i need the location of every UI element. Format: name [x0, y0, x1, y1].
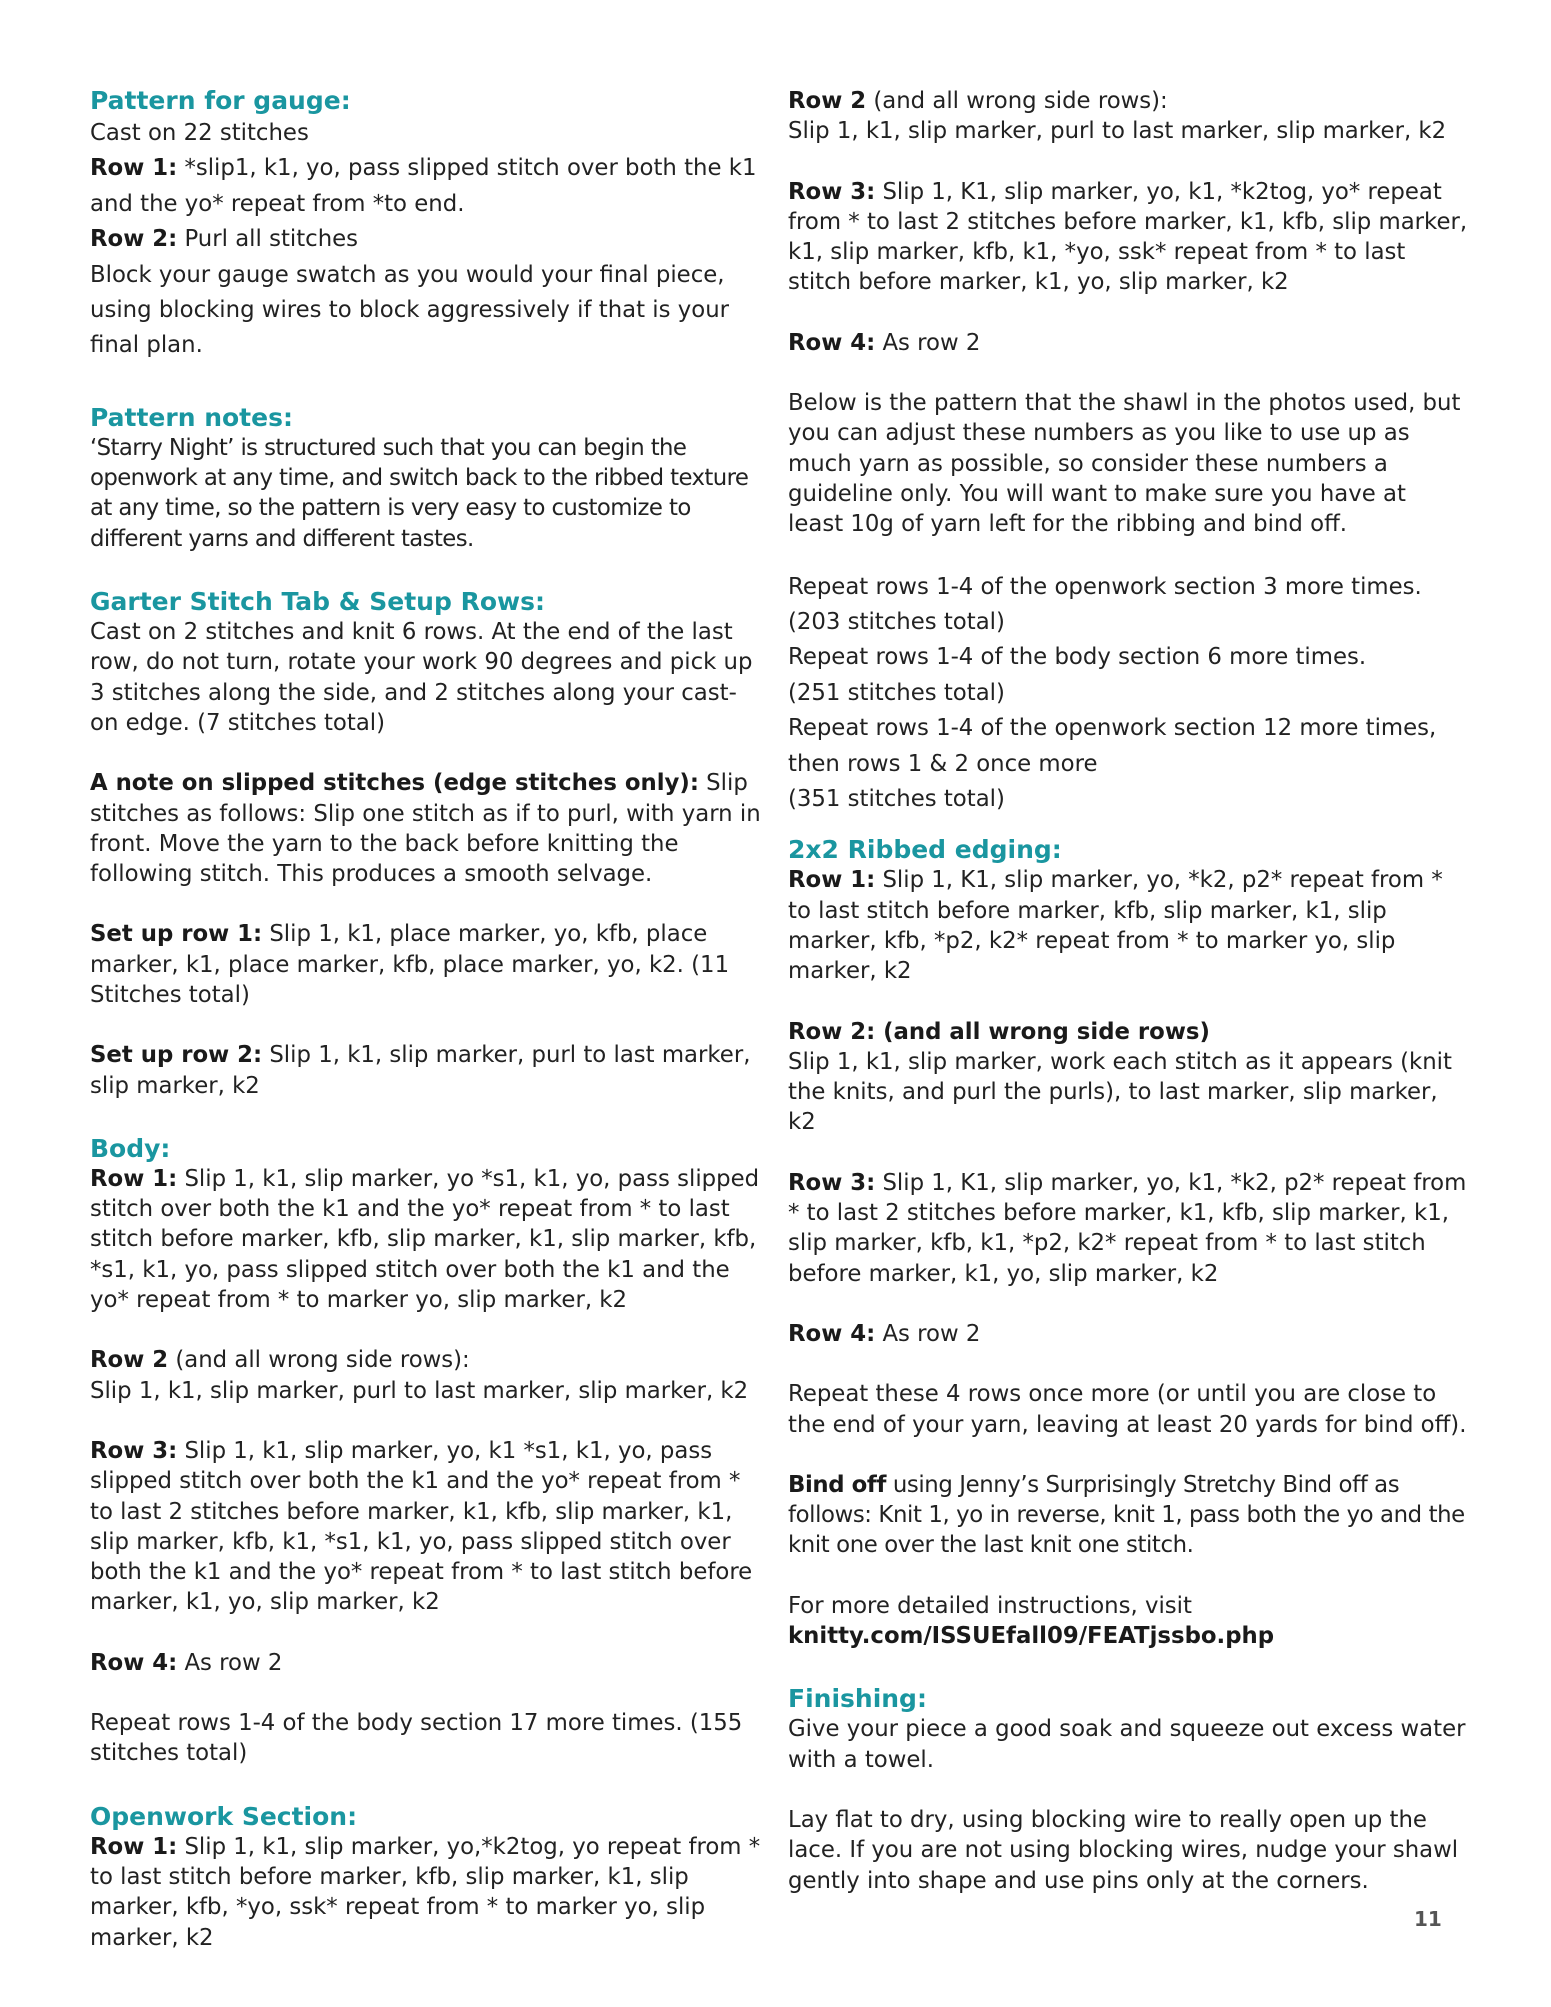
body-row-2 [90, 1345, 762, 1375]
ribbed-row-3-label: Row 3: [788, 1169, 876, 1196]
setup-row-2 [90, 1040, 762, 1101]
body-row-2-detail: Slip 1, k1, slip marker, purl to last marker, slip marker, k2 [90, 1377, 749, 1404]
slipped-stitches-label: A note on slipped stitches (edge stitches only): [90, 770, 699, 797]
bind-off-link[interactable]: knitty.com/ISSUEfall09/FEATjssbo.php [788, 1623, 1275, 1650]
bind-off-label: Bind off [788, 1471, 886, 1498]
body-row-3 [90, 1436, 762, 1618]
body-row-1-label: Row 1: [90, 1165, 178, 1192]
heading-finishing: Finishing: [788, 1684, 927, 1714]
openwork-row-4-label: Row 4: [788, 329, 876, 356]
gauge-row-2 [90, 222, 762, 257]
garter-text: Cast on 2 stitches and knit 6 rows. At the end of the last row, do not turn, rotate your work 90 degrees and pick up 3 stitches along the side, and 2 stitches along your cast-on edge. (7 stitches total) [90, 619, 753, 736]
ribbed-row-1 [788, 865, 1468, 986]
openwork-row-3 [788, 177, 1468, 298]
right-column [788, 86, 1468, 1896]
body-row-4 [90, 1648, 762, 1678]
pattern-guideline-text: Below is the pattern that the shawl in the photos used, but you can adjust these numbers as you like to use up as much yarn as possible, so consider these numbers a guideline only. You will want to make sure you have at least 10g of yarn left for the ribbing and bind off. [788, 390, 1461, 538]
repeat-line: (203 stitches total) [788, 608, 1005, 635]
openwork-row-2 [788, 86, 1468, 116]
repeat-line: Repeat rows 1-4 of the openwork section 3 more times. [788, 573, 1422, 600]
openwork-row-1-text: Slip 1, k1, slip marker, yo,*k2tog, yo repeat from * to last stitch before marker, kfb, slip marker, k1, slip marker, kfb, *yo, ssk* repeat from * to marker yo, slip marker, k2 [90, 1833, 761, 1951]
heading-pattern-for-gauge: Pattern for gauge: [90, 86, 351, 115]
gauge-row-2-label: Row 2: [90, 226, 178, 253]
ribbed-row-2-label: Row 2: (and all wrong side rows) [788, 1018, 1210, 1045]
body-row-4-text: As row 2 [177, 1649, 283, 1676]
body-row-2-text: (and all wrong side rows): [168, 1347, 470, 1374]
heading-pattern-notes: Pattern notes: [90, 402, 293, 432]
setup-row-1 [90, 919, 762, 1010]
slipped-stitches-text: Slip stitches as follows: Slip one stitch as if to purl, with yarn in front. Move the yarn to the back before knitting the following stitch. This produces a smooth selvage. [90, 770, 761, 888]
openwork-row-3-text: Slip 1, K1, slip marker, yo, k1, *k2tog, yo* repeat from * to last 2 stitches before marker, k1, kfb, slip marker, k1, slip marker, kfb, k1, *yo, ssk* repeat from * to last stitch before marker, k1, yo, slip marker, k2 [788, 178, 1468, 296]
heading-ribbed-edging: 2x2 Ribbed edging: [788, 835, 1062, 865]
gauge-row-2-text: Purl all stitches [177, 226, 359, 253]
repeat-line: Repeat rows 1-4 of the body section 6 more times. [788, 644, 1367, 671]
ribbed-row-3 [788, 1168, 1468, 1289]
ribbed-row-2 [788, 1017, 1468, 1047]
repeat-list [788, 570, 1468, 818]
setup-row-1-text: Slip 1, k1, place marker, yo, kfb, place marker, k1, place marker, kfb, place marker, yo, k2. (11 Stitches total) [90, 921, 730, 1008]
repeat-line: (251 stitches total) [788, 679, 1005, 706]
body-repeat: Repeat rows 1-4 of the body section 17 more times. (155 stitches total) [90, 1710, 743, 1767]
setup-row-2-label: Set up row 2: [90, 1042, 263, 1069]
gauge-row-1-label: Row 1: [90, 155, 178, 182]
body-row-3-text: Slip 1, k1, slip marker, yo, k1 *s1, k1, yo, pass slipped stitch over both the k1 and the yo* repeat from * to last 2 stitches before marker, k1, kfb, slip marker, k1, slip marker, kfb, k1, *s1, k1, yo, pass slipped stitch over both the k1 and the yo* repeat from * to last stitch before marker, k1, yo, slip marker, k2 [90, 1437, 753, 1616]
pattern-notes-text: ‘Starry Night’ is structured such that you can begin the openwork at any time, and switch back to the ribbed texture at any time, so the pattern is very easy to customize to different yarns and different tastes. [90, 434, 749, 552]
bind-off-text: using Jenny’s Surprisingly Stretchy Bind off as follows: Knit 1, yo in reverse, knit 1, pass both the yo and the knit one over the last knit one stitch. [788, 1471, 1465, 1559]
body-row-4-label: Row 4: [90, 1649, 178, 1676]
openwork-row-3-label: Row 3: [788, 178, 876, 205]
ribbed-row-3-text: Slip 1, K1, slip marker, yo, k1, *k2, p2* repeat from * to last 2 stitches before marker, k1, kfb, slip marker, k1, slip marker, kfb, k1, *p2, k2* repeat from * to last stitch before marker, k1, yo, slip marker, k2 [788, 1169, 1467, 1287]
ribbed-row-4-label: Row 4: [788, 1320, 876, 1347]
openwork-row-1 [90, 1832, 762, 1953]
gauge-row-1 [90, 151, 762, 222]
openwork-row-2-detail: Slip 1, k1, slip marker, purl to last marker, slip marker, k2 [788, 118, 1447, 145]
ribbed-repeat: Repeat these 4 rows once more (or until you are close to the end of your yarn, leaving at least 20 yards for bind off). [788, 1381, 1467, 1438]
ribbed-row-4-text: As row 2 [875, 1320, 981, 1347]
repeat-line: Repeat rows 1-4 of the openwork section 12 more times, then rows 1 & 2 once more [788, 715, 1437, 777]
heading-garter-stitch-tab: Garter Stitch Tab & Setup Rows: [90, 587, 545, 617]
heading-openwork-section: Openwork Section: [90, 1801, 358, 1831]
more-instructions: For more detailed instructions, visit [788, 1592, 1192, 1619]
repeat-line: (351 stitches total) [788, 786, 1005, 812]
body-row-3-label: Row 3: [90, 1437, 178, 1464]
gauge-cast-on: Cast on 22 stitches [90, 120, 309, 146]
openwork-row-4-text: As row 2 [875, 329, 981, 356]
slipped-stitches-note [90, 768, 762, 889]
ribbed-row-1-text: Slip 1, K1, slip marker, yo, *k2, p2* repeat from * to last stitch before marker, kfb, slip marker, k1, slip marker, kfb, *p2, k2* repeat from * to marker yo, slip marker, k2 [788, 867, 1443, 985]
left-column [90, 86, 762, 1953]
body-row-1 [90, 1164, 762, 1315]
setup-row-1-label: Set up row 1: [90, 921, 263, 948]
gauge-row-1-text: *slip1, k1, yo, pass slipped stitch over both the k1 and the yo* repeat from *to end. [90, 155, 757, 217]
finishing-text-1: Give your piece a good soak and squeeze out excess water with a towel. [788, 1716, 1466, 1773]
gauge-block-note: Block your gauge swatch as you would your final piece, using blocking wires to block aggressively if that is your final plan. [90, 261, 730, 359]
openwork-row-4 [788, 328, 1468, 358]
bind-off [788, 1470, 1468, 1561]
ribbed-row-2-detail: Slip 1, k1, slip marker, work each stitch as it appears (knit the knits, and purl the purls), to last marker, slip marker, k2 [788, 1048, 1452, 1136]
setup-row-2-text: Slip 1, k1, slip marker, purl to last marker, slip marker, k2 [90, 1042, 751, 1099]
ribbed-row-1-label: Row 1: [788, 867, 876, 894]
openwork-row-2-label: Row 2 [788, 88, 867, 114]
page-number: 11 [1414, 1907, 1442, 1931]
openwork-row-2-text: (and all wrong side rows): [866, 88, 1168, 114]
heading-body: Body: [90, 1133, 171, 1163]
ribbed-row-4 [788, 1319, 1468, 1349]
body-row-1-text: Slip 1, k1, slip marker, yo *s1, k1, yo, pass slipped stitch over both the k1 and the yo* repeat from * to last stitch before marker, kfb, slip marker, k1, slip marker, kfb, *s1, k1, yo, pass slipped stitch over both the k1 and the yo* repeat from * to marker yo, slip marker, k2 [90, 1165, 760, 1314]
openwork-row-1-label: Row 1: [90, 1833, 178, 1860]
body-row-2-label: Row 2 [90, 1347, 169, 1374]
finishing-text-2: Lay flat to dry, using blocking wire to really open up the lace. If you are not using blocking wires, nudge your shawl gently into shape and use pins only at the corners. [788, 1806, 1459, 1894]
